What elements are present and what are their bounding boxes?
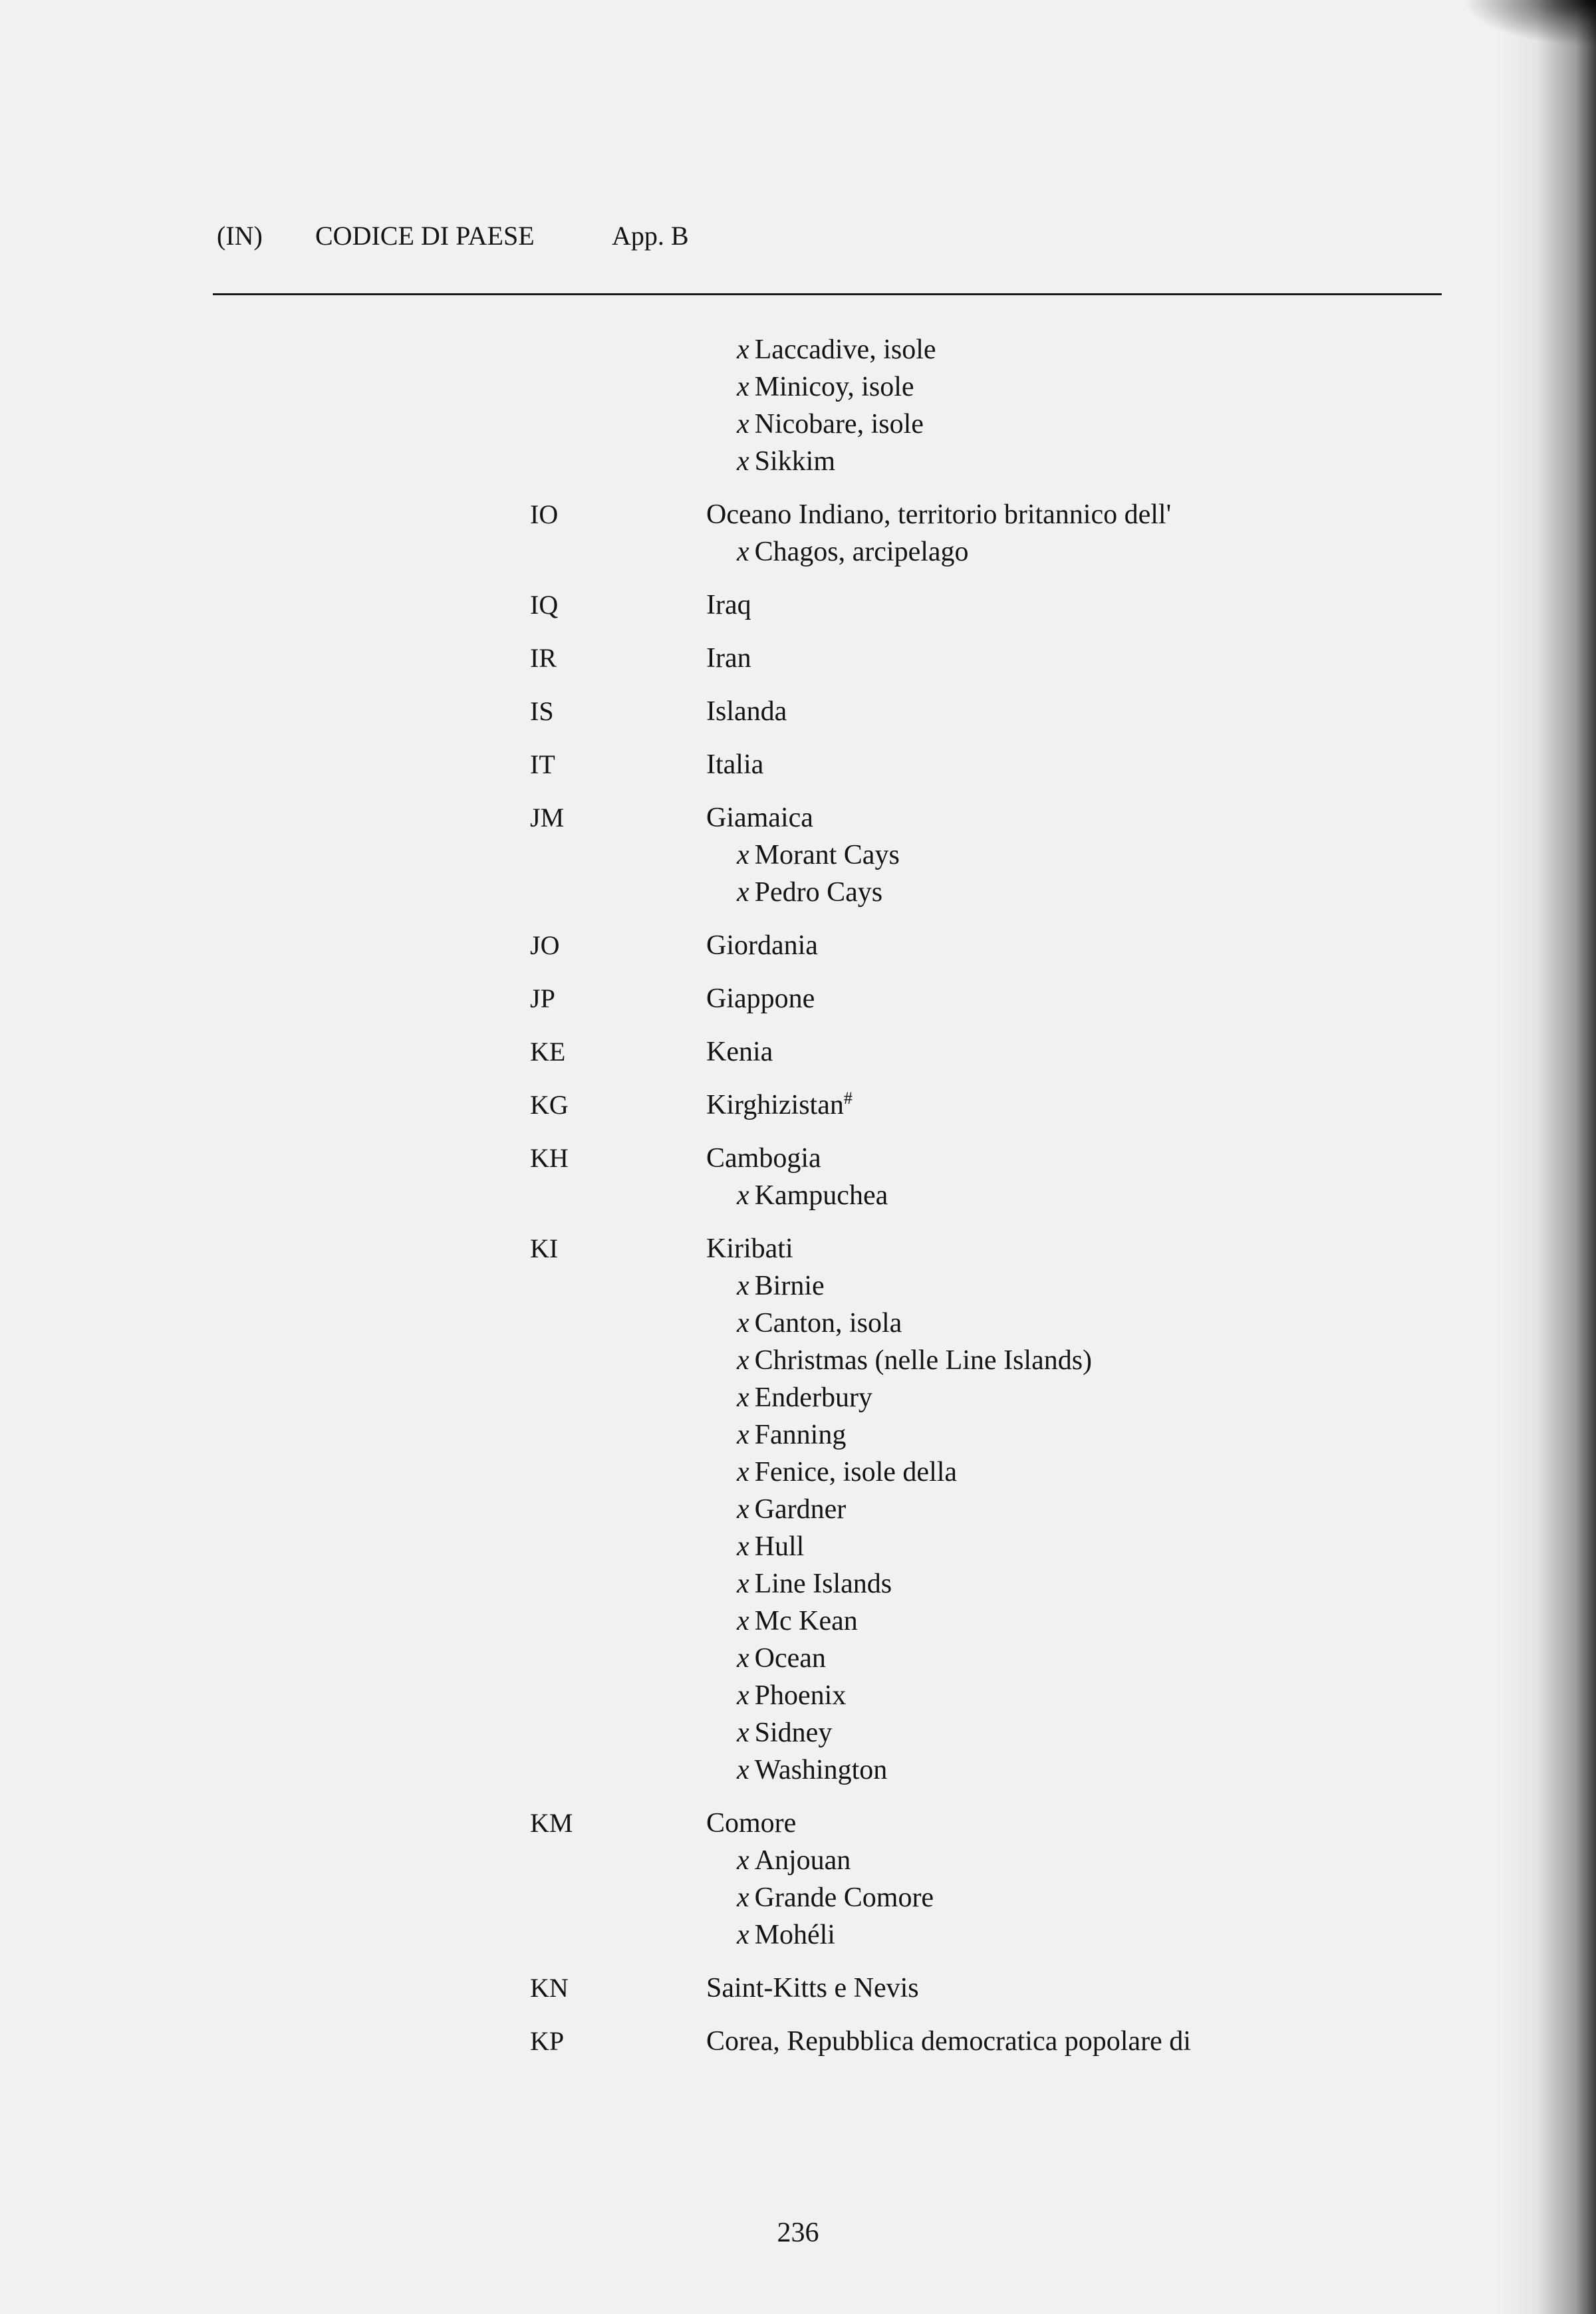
alias-line [737, 332, 936, 367]
alias-name: Sidney [754, 1718, 833, 1748]
alias-marker: x [737, 446, 749, 477]
country-code: KI [530, 1233, 559, 1263]
alias-name: Phoenix [754, 1680, 847, 1711]
country-name-text: Corea, Repubblica democratica popolare di [706, 2026, 1191, 2057]
country-name-text: Giamaica [706, 803, 813, 833]
alias-name: Hull [754, 1531, 805, 1562]
country-name [706, 2024, 1191, 2059]
alias-marker: x [737, 409, 749, 440]
alias-line [737, 1380, 872, 1415]
country-name-text: Iran [706, 643, 751, 674]
header-title: CODICE DI PAESE [315, 221, 535, 251]
alias-name: Gardner [754, 1494, 847, 1525]
alias-line [737, 1880, 934, 1915]
country-name-text: Saint-Kitts e Nevis [706, 1973, 919, 2003]
country-name-text: Kirghizistan [706, 1090, 844, 1120]
country-name [706, 1088, 853, 1122]
alias-marker: x [737, 1382, 749, 1413]
alias-marker: x [737, 1531, 749, 1562]
alias-name: Christmas (nelle Line Islands) [754, 1345, 1093, 1376]
alias-line [737, 1269, 825, 1303]
country-code: KM [530, 1808, 573, 1838]
alias-marker: x [737, 1569, 749, 1599]
alias-line [737, 1753, 887, 1787]
alias-marker: x [737, 1606, 749, 1636]
alias-line [737, 1492, 846, 1527]
alias-marker: x [737, 1420, 749, 1450]
alias-name: Grande Comore [754, 1882, 934, 1913]
alias-name: Pedro Cays [754, 877, 883, 908]
alias-name: Nicobare, isole [754, 409, 924, 440]
alias-name: Mohéli [754, 1920, 835, 1950]
alias-marker: x [737, 334, 749, 365]
country-name [706, 747, 763, 782]
country-name [706, 801, 813, 835]
alias-marker: x [737, 1180, 749, 1211]
country-code: JP [530, 983, 555, 1013]
alias-marker: x [737, 1457, 749, 1487]
alias-name: Anjouan [754, 1845, 851, 1876]
country-name-text: Iraq [706, 590, 751, 620]
alias-marker: x [737, 1718, 749, 1748]
alias-name: Laccadive, isole [754, 334, 936, 365]
country-code: IR [530, 643, 557, 673]
country-name [706, 928, 818, 963]
alias-name: Chagos, arcipelago [754, 537, 969, 567]
country-code: JM [530, 803, 565, 833]
country-name [706, 1806, 796, 1841]
header-section: (IN) [217, 221, 263, 251]
alias-name: Kampuchea [754, 1180, 888, 1211]
country-code: KH [530, 1143, 569, 1173]
country-name-text: Kenia [706, 1037, 773, 1067]
country-name [706, 1035, 773, 1069]
country-code: IO [530, 499, 559, 529]
alias-marker: x [737, 877, 749, 908]
alias-line [737, 1567, 892, 1601]
alias-line [737, 1306, 902, 1341]
page-number: 236 [777, 2218, 819, 2248]
alias-line [737, 1343, 1092, 1378]
alias-line [737, 1178, 888, 1213]
alias-line [737, 1529, 804, 1564]
alias-name: Enderbury [754, 1382, 872, 1413]
alias-marker: x [737, 1345, 749, 1376]
country-name [706, 694, 787, 729]
country-name-text: Islanda [706, 696, 787, 727]
country-name [706, 1971, 919, 2005]
alias-line [737, 370, 914, 404]
alias-marker: x [737, 1271, 749, 1301]
alias-name: Washington [754, 1755, 888, 1785]
alias-marker: x [737, 1308, 749, 1339]
alias-marker: x [737, 1680, 749, 1711]
country-name [706, 981, 815, 1016]
alias-marker: x [737, 1755, 749, 1785]
alias-line [737, 535, 969, 569]
alias-name: Birnie [754, 1271, 825, 1301]
country-code: IQ [530, 590, 559, 620]
alias-marker: x [737, 840, 749, 870]
country-name-text: Cambogia [706, 1143, 821, 1174]
country-name-text: Italia [706, 749, 764, 780]
alias-name: Mc Kean [754, 1606, 858, 1636]
alias-marker: x [737, 1882, 749, 1913]
country-name-text: Kiribati [706, 1233, 793, 1264]
alias-line [737, 1418, 846, 1452]
alias-line [737, 838, 900, 872]
alias-marker: x [737, 537, 749, 567]
alias-line [737, 875, 882, 910]
country-name-text: Giordania [706, 930, 818, 961]
alias-line [737, 407, 924, 442]
country-name-text: Giappone [706, 983, 815, 1014]
alias-line [737, 1843, 851, 1878]
note-mark: # [843, 1089, 853, 1108]
country-code: IS [530, 696, 554, 726]
alias-marker: x [737, 1494, 749, 1525]
country-code: IT [530, 749, 555, 779]
alias-marker: x [737, 1845, 749, 1876]
header-appendix: App. B [612, 221, 689, 251]
alias-line [737, 1716, 832, 1750]
country-name [706, 1231, 793, 1266]
country-code: JO [530, 930, 560, 960]
country-code: KP [530, 2026, 565, 2056]
alias-line [737, 1604, 858, 1638]
country-code: KN [530, 1973, 569, 2003]
alias-line [737, 1918, 835, 1952]
alias-marker: x [737, 1643, 749, 1674]
country-name [706, 588, 751, 622]
country-name-text: Comore [706, 1808, 797, 1839]
country-code: KE [530, 1037, 566, 1067]
country-name-text: Oceano Indiano, territorio britannico dell' [706, 499, 1172, 530]
alias-marker: x [737, 372, 749, 402]
country-name [706, 641, 751, 676]
alias-name: Line Islands [754, 1569, 892, 1599]
alias-name: Canton, isola [754, 1308, 902, 1339]
alias-name: Fanning [754, 1420, 847, 1450]
alias-name: Morant Cays [754, 840, 900, 870]
alias-line [737, 1455, 957, 1489]
alias-line [737, 444, 835, 479]
country-code: KG [530, 1090, 569, 1120]
alias-name: Ocean [754, 1643, 826, 1674]
alias-line [737, 1641, 826, 1676]
alias-name: Sikkim [754, 446, 836, 477]
country-name [706, 497, 1171, 532]
alias-name: Fenice, isole della [754, 1457, 958, 1487]
country-name [706, 1141, 821, 1176]
alias-line [737, 1678, 846, 1713]
alias-marker: x [737, 1920, 749, 1950]
alias-name: Minicoy, isole [754, 372, 914, 402]
